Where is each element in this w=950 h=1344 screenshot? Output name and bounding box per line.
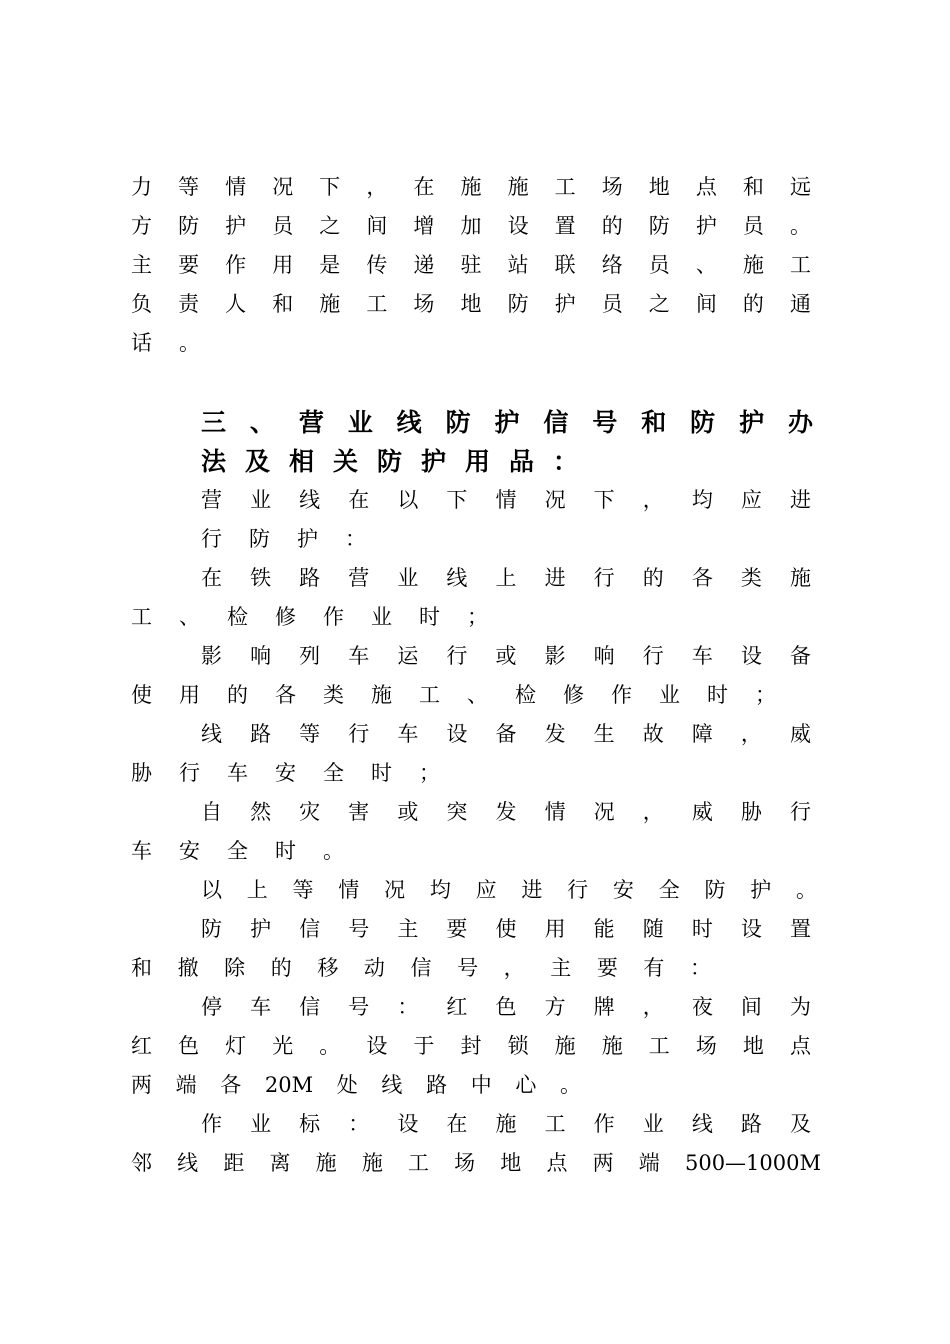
text-line: 和撤除的移动信号，主要有： xyxy=(131,956,711,980)
text-line: 以上等情况均应进行安全防护。 xyxy=(201,878,817,902)
text-line: 停车信号：红色方牌，夜间为 xyxy=(201,995,811,1019)
text-line: 营业线在以下情况下，均应进 xyxy=(201,488,811,512)
text-line: 话。 xyxy=(131,331,227,355)
text-line: 主要作用是传递驻站联络员、施工 xyxy=(131,253,811,277)
text-line: 邻线距离施施工场地点两端500—1000M xyxy=(131,1151,821,1175)
text-line: 影响列车运行或影响行车设备 xyxy=(201,644,811,668)
text-line: 行防护： xyxy=(201,527,393,551)
section-heading: 三、营业线防护信号和防护办 xyxy=(201,408,813,437)
text-line: 两端各20M处线路中心。 xyxy=(131,1073,581,1097)
text-line: 力等情况下，在施施工场地点和远 xyxy=(131,175,811,199)
text-line: 作业标：设在施工作业线路及 xyxy=(201,1112,811,1136)
text-line: 防护信号主要使用能随时设置 xyxy=(201,917,811,941)
text-line: 车安全时。 xyxy=(131,839,371,863)
text-line: 在铁路营业线上进行的各类施 xyxy=(201,566,811,590)
section-heading: 法及相关防护用品： xyxy=(201,447,598,476)
text-line: 负责人和施工场地防护员之间的通 xyxy=(131,292,811,316)
text-line: 方防护员之间增加设置的防护员。 xyxy=(131,214,811,238)
text-line: 使用的各类施工、检修作业时； xyxy=(131,683,803,707)
text-line: 线路等行车设备发生故障，威 xyxy=(201,722,811,746)
text-line: 胁行车安全时； xyxy=(131,761,467,785)
text-line: 自然灾害或突发情况，威胁行 xyxy=(201,800,811,824)
text-line: 红色灯光。设于封锁施施工场地点 xyxy=(131,1034,811,1058)
text-line: 工、检修作业时； xyxy=(131,605,515,629)
